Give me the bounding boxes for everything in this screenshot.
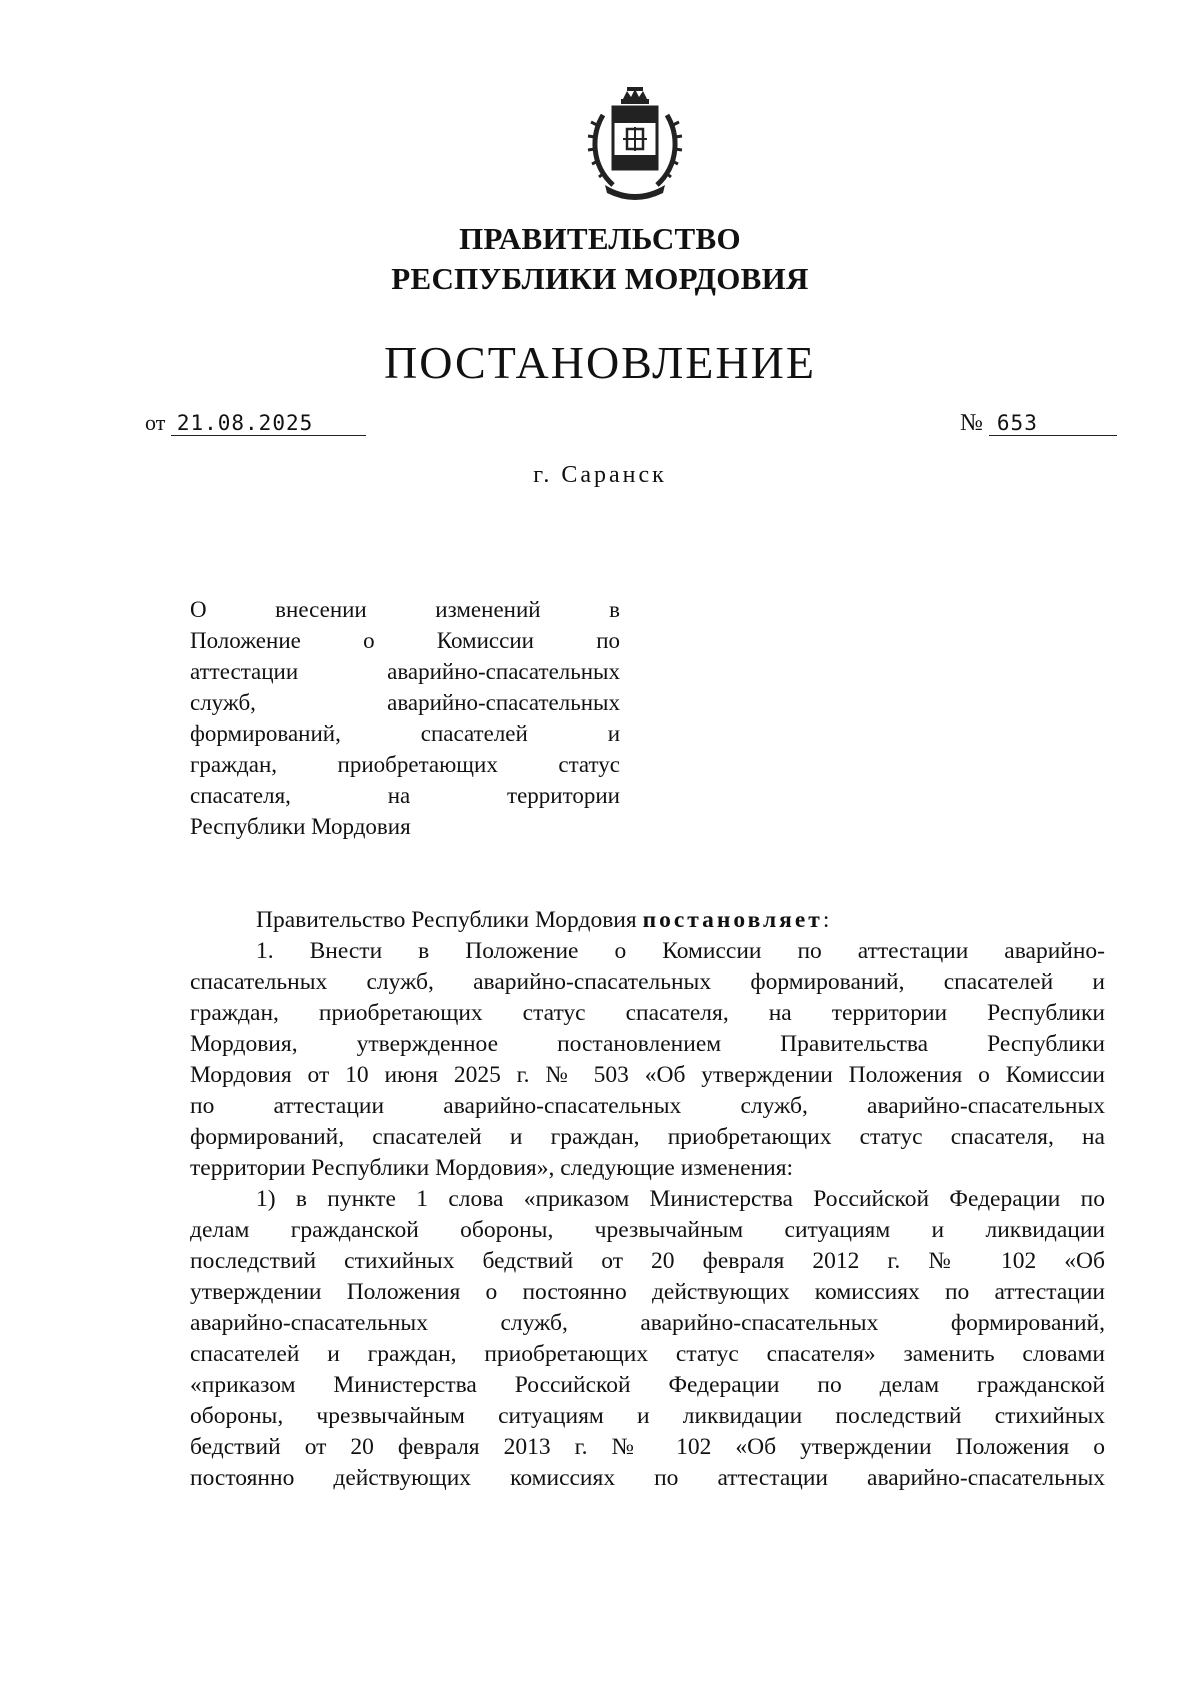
- document-type: ПОСТАНОВЛЕНИЕ: [384, 337, 816, 388]
- government-subtitle: РЕСПУБЛИКИ МОРДОВИЯ: [391, 261, 809, 296]
- body-line: спасателей и граждан, приобретающих статус спасателя» заменить словами: [190, 1341, 1105, 1367]
- number-value: 653: [989, 411, 1117, 436]
- body-line: постоянно действующих комиссиях по аттестации аварийно-спасательных: [190, 1465, 1105, 1491]
- city: г. Саранск: [533, 462, 667, 488]
- body-line: Мордовия от 10 июня 2025 г. № 503 «Об утверждении Положения о Комиссии: [190, 1062, 1105, 1088]
- body-line: аварийно-спасательных служб, аварийно-спасательных формирований,: [190, 1310, 1105, 1336]
- preamble-colon: :: [822, 907, 830, 933]
- body-line: граждан, приобретающих статус спасателя, на территории Республики: [190, 1000, 1105, 1026]
- number-field: [960, 410, 1117, 437]
- government-title: ПРАВИТЕЛЬСТВО: [459, 221, 741, 256]
- body-line: спасательных служб, аварийно-спасательных формирований, спасателей и: [190, 969, 1105, 995]
- body-line: 1) в пункте 1 слова «приказом Министерства Российской Федерации по: [256, 1186, 1105, 1212]
- subject-line: аттестации аварийно-спасательных: [190, 659, 620, 684]
- body-line: обороны, чрезвычайным ситуациям и ликвидации последствий стихийных: [190, 1403, 1105, 1429]
- body-line: последствий стихийных бедствий от 20 февраля 2012 г. № 102 «Об: [190, 1248, 1105, 1274]
- preamble-verb: постановляет: [642, 907, 823, 933]
- body-line: по аттестации аварийно-спасательных служб, аварийно-спасательных: [190, 1093, 1105, 1119]
- subject-line: служб, аварийно-спасательных: [190, 690, 620, 715]
- body-line: делам гражданской обороны, чрезвычайным ситуациям и ликвидации: [190, 1217, 1105, 1243]
- document-body: [190, 905, 1105, 1494]
- number-label: №: [960, 410, 983, 436]
- coat-of-arms-icon: [583, 85, 687, 205]
- body-line: бедствий от 20 февраля 2013 г. № 102 «Об утверждении Положения о: [190, 1434, 1105, 1460]
- body-line: формирований, спасателей и граждан, приобретающих статус спасателя, на: [190, 1124, 1105, 1150]
- subject-line: формирований, спасателей и: [190, 721, 620, 746]
- preamble-text: Правительство Республики Мордовия: [256, 907, 643, 933]
- subject-line: Положение о Комиссии по: [190, 628, 620, 653]
- date-label: от: [145, 410, 166, 435]
- preamble: [190, 905, 1105, 936]
- subject-line: Республики Мордовия: [190, 814, 411, 839]
- date-field: [145, 410, 366, 436]
- subject-line: граждан, приобретающих статус: [190, 752, 620, 777]
- body-line: утверждении Положения о постоянно действующих комиссиях по аттестации: [190, 1279, 1105, 1305]
- subject-line: спасателя, на территории: [190, 783, 620, 808]
- subject-line: О внесении изменений в: [190, 597, 620, 622]
- body-line: территории Республики Мордовия», следующие изменения:: [190, 1155, 794, 1181]
- body-line: 1. Внести в Положение о Комиссии по аттестации аварийно-: [256, 938, 1105, 964]
- document-subject: [190, 594, 620, 842]
- date-value: 21.08.2025: [171, 411, 366, 436]
- body-line: Мордовия, утвержденное постановлением Правительства Республики: [190, 1031, 1105, 1057]
- body-line: «приказом Министерства Российской Федерации по делам гражданской: [190, 1372, 1105, 1398]
